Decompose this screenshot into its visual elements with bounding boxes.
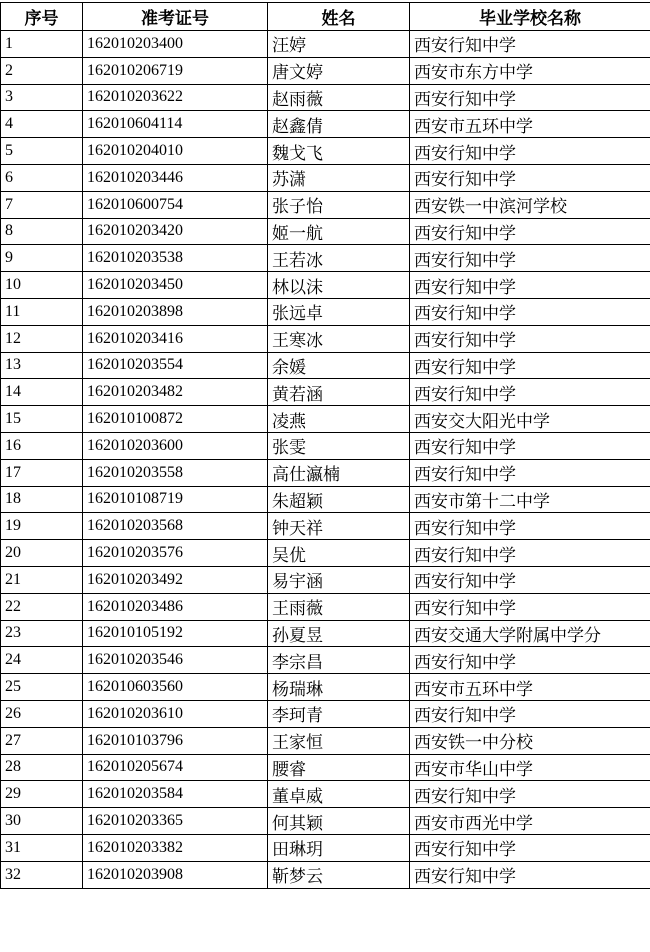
cell-school-name: 西安行知中学 — [410, 540, 650, 567]
cell-serial-number: 20 — [1, 540, 83, 567]
cell-school-name: 西安行知中学 — [410, 432, 650, 459]
table-row — [1, 566, 650, 593]
cell-student-name: 李宗昌 — [268, 647, 410, 674]
cell-student-name: 张远卓 — [268, 298, 410, 325]
cell-exam-id: 162010103796 — [83, 727, 268, 754]
table-row — [1, 620, 650, 647]
cell-school-name: 西安市东方中学 — [410, 57, 650, 84]
cell-exam-id: 162010203416 — [83, 325, 268, 352]
header-row — [1, 3, 650, 31]
cell-serial-number: 14 — [1, 379, 83, 406]
cell-student-name: 朱超颖 — [268, 486, 410, 513]
cell-exam-id: 162010105192 — [83, 620, 268, 647]
cell-exam-id: 162010203546 — [83, 647, 268, 674]
table-row — [1, 164, 650, 191]
cell-student-name: 凌燕 — [268, 406, 410, 433]
cell-serial-number: 25 — [1, 674, 83, 701]
cell-school-name: 西安市五环中学 — [410, 111, 650, 138]
table-row — [1, 245, 650, 272]
cell-student-name: 王寒冰 — [268, 325, 410, 352]
cell-serial-number: 23 — [1, 620, 83, 647]
table-row — [1, 674, 650, 701]
cell-school-name: 西安行知中学 — [410, 700, 650, 727]
cell-school-name: 西安铁一中分校 — [410, 727, 650, 754]
cell-exam-id: 162010203538 — [83, 245, 268, 272]
table-row — [1, 406, 650, 433]
table-row — [1, 754, 650, 781]
cell-serial-number: 17 — [1, 459, 83, 486]
table-row — [1, 647, 650, 674]
cell-exam-id: 162010203584 — [83, 781, 268, 808]
cell-serial-number: 21 — [1, 566, 83, 593]
cell-serial-number: 24 — [1, 647, 83, 674]
cell-student-name: 赵鑫倩 — [268, 111, 410, 138]
cell-school-name: 西安铁一中滨河学校 — [410, 191, 650, 218]
cell-student-name: 王若冰 — [268, 245, 410, 272]
table-row — [1, 727, 650, 754]
cell-school-name: 西安行知中学 — [410, 245, 650, 272]
table-header — [1, 3, 650, 31]
table-row — [1, 861, 650, 888]
cell-serial-number: 31 — [1, 834, 83, 861]
table-row — [1, 352, 650, 379]
table-row — [1, 57, 650, 84]
cell-exam-id: 162010203450 — [83, 272, 268, 299]
cell-exam-id: 162010206719 — [83, 57, 268, 84]
cell-serial-number: 27 — [1, 727, 83, 754]
cell-serial-number: 28 — [1, 754, 83, 781]
cell-school-name: 西安市西光中学 — [410, 808, 650, 835]
cell-exam-id: 162010203610 — [83, 700, 268, 727]
cell-exam-id: 162010204010 — [83, 138, 268, 165]
cell-exam-id: 162010203600 — [83, 432, 268, 459]
cell-student-name: 靳梦云 — [268, 861, 410, 888]
table-row — [1, 486, 650, 513]
cell-student-name: 唐文婷 — [268, 57, 410, 84]
cell-student-name: 王家恒 — [268, 727, 410, 754]
table-row — [1, 138, 650, 165]
cell-student-name: 易宇涵 — [268, 566, 410, 593]
cell-student-name: 苏潇 — [268, 164, 410, 191]
cell-exam-id: 162010203482 — [83, 379, 268, 406]
cell-exam-id: 162010203365 — [83, 808, 268, 835]
cell-school-name: 西安行知中学 — [410, 647, 650, 674]
table-row — [1, 31, 650, 58]
cell-student-name: 董卓威 — [268, 781, 410, 808]
table-row — [1, 84, 650, 111]
cell-exam-id: 162010203576 — [83, 540, 268, 567]
cell-school-name: 西安市五环中学 — [410, 674, 650, 701]
cell-school-name: 西安行知中学 — [410, 164, 650, 191]
table-row — [1, 540, 650, 567]
cell-school-name: 西安行知中学 — [410, 861, 650, 888]
cell-serial-number: 5 — [1, 138, 83, 165]
cell-exam-id: 162010203492 — [83, 566, 268, 593]
cell-school-name: 西安行知中学 — [410, 781, 650, 808]
cell-school-name: 西安行知中学 — [410, 834, 650, 861]
cell-school-name: 西安行知中学 — [410, 272, 650, 299]
cell-student-name: 余媛 — [268, 352, 410, 379]
cell-serial-number: 32 — [1, 861, 83, 888]
cell-student-name: 姬一航 — [268, 218, 410, 245]
cell-student-name: 钟天祥 — [268, 513, 410, 540]
cell-school-name: 西安行知中学 — [410, 84, 650, 111]
cell-school-name: 西安行知中学 — [410, 31, 650, 58]
cell-school-name: 西安市华山中学 — [410, 754, 650, 781]
cell-serial-number: 1 — [1, 31, 83, 58]
cell-exam-id: 162010203400 — [83, 31, 268, 58]
cell-school-name: 西安行知中学 — [410, 298, 650, 325]
cell-student-name: 吴优 — [268, 540, 410, 567]
cell-student-name: 张子怡 — [268, 191, 410, 218]
admission-list-table — [0, 2, 650, 889]
cell-school-name: 西安行知中学 — [410, 218, 650, 245]
table-row — [1, 325, 650, 352]
cell-exam-id: 162010100872 — [83, 406, 268, 433]
cell-serial-number: 4 — [1, 111, 83, 138]
cell-serial-number: 11 — [1, 298, 83, 325]
cell-serial-number: 13 — [1, 352, 83, 379]
table-row — [1, 218, 650, 245]
cell-school-name: 西安行知中学 — [410, 138, 650, 165]
cell-exam-id: 162010603560 — [83, 674, 268, 701]
table-row — [1, 432, 650, 459]
cell-exam-id: 162010203898 — [83, 298, 268, 325]
table-row — [1, 781, 650, 808]
cell-student-name: 王雨薇 — [268, 593, 410, 620]
cell-school-name: 西安市第十二中学 — [410, 486, 650, 513]
cell-exam-id: 162010205674 — [83, 754, 268, 781]
cell-student-name: 赵雨薇 — [268, 84, 410, 111]
cell-student-name: 李珂青 — [268, 700, 410, 727]
cell-serial-number: 3 — [1, 84, 83, 111]
cell-serial-number: 18 — [1, 486, 83, 513]
cell-school-name: 西安行知中学 — [410, 379, 650, 406]
cell-student-name: 汪婷 — [268, 31, 410, 58]
table-body — [1, 31, 650, 889]
cell-school-name: 西安交通大学附属中学分 — [410, 620, 650, 647]
cell-serial-number: 9 — [1, 245, 83, 272]
cell-student-name: 张雯 — [268, 432, 410, 459]
cell-student-name: 杨瑞琳 — [268, 674, 410, 701]
cell-serial-number: 6 — [1, 164, 83, 191]
cell-serial-number: 10 — [1, 272, 83, 299]
table-row — [1, 700, 650, 727]
header-exam-id: 准考证号 — [83, 3, 268, 31]
header-school-name: 毕业学校名称 — [410, 3, 650, 31]
table-row — [1, 808, 650, 835]
cell-exam-id: 162010203382 — [83, 834, 268, 861]
cell-school-name: 西安行知中学 — [410, 513, 650, 540]
table-row — [1, 593, 650, 620]
table-row — [1, 513, 650, 540]
cell-serial-number: 30 — [1, 808, 83, 835]
table-row — [1, 459, 650, 486]
cell-student-name: 田琳玥 — [268, 834, 410, 861]
cell-exam-id: 162010600754 — [83, 191, 268, 218]
cell-student-name: 腰睿 — [268, 754, 410, 781]
cell-serial-number: 26 — [1, 700, 83, 727]
cell-serial-number: 16 — [1, 432, 83, 459]
cell-school-name: 西安行知中学 — [410, 352, 650, 379]
cell-serial-number: 15 — [1, 406, 83, 433]
cell-serial-number: 19 — [1, 513, 83, 540]
table-row — [1, 379, 650, 406]
cell-student-name: 何其颖 — [268, 808, 410, 835]
cell-serial-number: 29 — [1, 781, 83, 808]
cell-student-name: 魏戈飞 — [268, 138, 410, 165]
cell-exam-id: 162010203622 — [83, 84, 268, 111]
cell-school-name: 西安行知中学 — [410, 459, 650, 486]
cell-exam-id: 162010203554 — [83, 352, 268, 379]
cell-student-name: 林以沫 — [268, 272, 410, 299]
header-serial-number: 序号 — [1, 3, 83, 31]
cell-serial-number: 22 — [1, 593, 83, 620]
table-row — [1, 298, 650, 325]
cell-serial-number: 8 — [1, 218, 83, 245]
cell-exam-id: 162010203908 — [83, 861, 268, 888]
cell-school-name: 西安行知中学 — [410, 566, 650, 593]
cell-school-name: 西安交大阳光中学 — [410, 406, 650, 433]
cell-exam-id: 162010203568 — [83, 513, 268, 540]
cell-exam-id: 162010108719 — [83, 486, 268, 513]
cell-student-name: 黄若涵 — [268, 379, 410, 406]
cell-student-name: 孙夏昱 — [268, 620, 410, 647]
cell-exam-id: 162010203446 — [83, 164, 268, 191]
cell-exam-id: 162010604114 — [83, 111, 268, 138]
cell-serial-number: 2 — [1, 57, 83, 84]
table-row — [1, 111, 650, 138]
table-row — [1, 191, 650, 218]
cell-school-name: 西安行知中学 — [410, 325, 650, 352]
cell-exam-id: 162010203486 — [83, 593, 268, 620]
header-student-name: 姓名 — [268, 3, 410, 31]
cell-serial-number: 12 — [1, 325, 83, 352]
table-row — [1, 834, 650, 861]
cell-serial-number: 7 — [1, 191, 83, 218]
cell-exam-id: 162010203420 — [83, 218, 268, 245]
cell-student-name: 高仕瀛楠 — [268, 459, 410, 486]
table-row — [1, 272, 650, 299]
cell-exam-id: 162010203558 — [83, 459, 268, 486]
cell-school-name: 西安行知中学 — [410, 593, 650, 620]
